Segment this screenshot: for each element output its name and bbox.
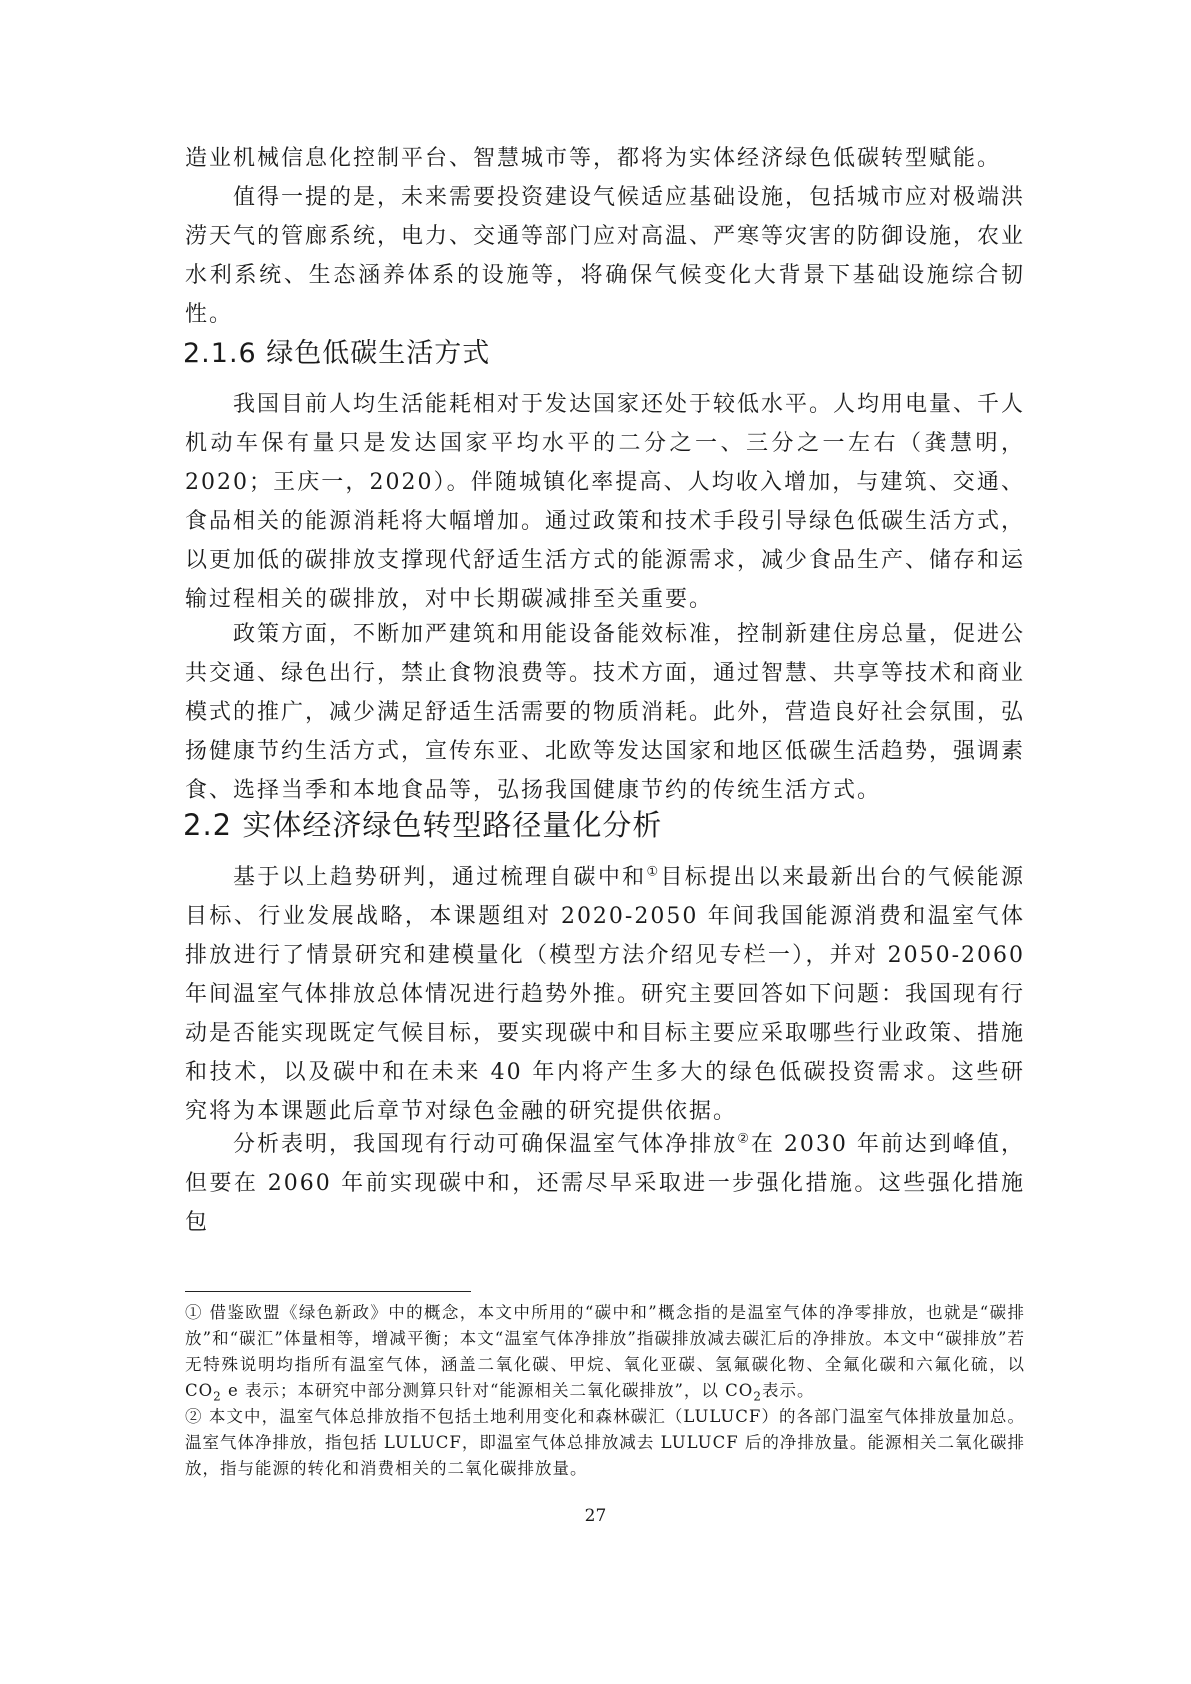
paragraph-5-part-b: 目标提出以来最新出台的气候能源目标、行业发展战略，本课题组对 2020-2050 年间我国能源消费和温室气体排放进行了情景研究和建模量化（模型方法介绍见专栏一），并对 2050-2060 年间温室气体排放总体情况进行趋势外推。研究主要回答如下问题：我国现有行动是否能实现既定气候目标，要实现碳中和目标主要应采取哪些行业政策、措施和技术，以及碳中和在未来 40 年内将产生多大的绿色低碳投资需求。这些研究将为本课题此后章节对绿色金融的研究提供依据。 [185,865,1026,1124]
footnote-1-part-a: ① 借鉴欧盟《绿色新政》中的概念，本文中所用的“碳中和”概念指的是温室气体的净零排放，也就是“碳排放”和“碳汇”体量相等，增减平衡；本文“温室气体净排放”指碳排放减去碳汇后的净排放。本文中“碳排放”若无特殊说明均指所有温室气体，涵盖二氧化碳、甲烷、氧化亚碳、氢氟碳化物、全氟化碳和六氟化硫，以 CO [185,1303,1025,1400]
paragraph-6-part-a: 分析表明，我国现有行动可确保温室气体净排放 [233,1132,738,1157]
page-number: 27 [584,1506,607,1526]
footnote-divider [185,1291,471,1292]
footnote-ref-1[interactable]: ① [646,864,661,880]
paragraph-1: 造业机械信息化控制平台、智慧城市等，都将为实体经济绿色低碳转型赋能。 [185,146,1002,171]
footnote-1-part-c: 表示。 [761,1381,815,1400]
paragraph-5 [185,858,1025,1131]
footnote-1 [185,1300,1025,1404]
footnote-1-subscript-1: 2 [213,1389,222,1404]
paragraph-4: 政策方面，不断加严建筑和用能设备能效标准，控制新建住房总量，促进公共交通、绿色出行，禁止食物浪费等。技术方面，通过智慧、共享等技术和商业模式的推广，减少满足舒适生活需要的物质消耗。此外，营造良好社会氛围，弘扬健康节约生活方式，宣传东亚、北欧等发达国家和地区低碳生活趋势，强调素食、选择当季和本地食品等，弘扬我国健康节约的传统生活方式。 [185,622,1026,803]
footnote-2: ② 本文中，温室气体总排放指不包括土地利用变化和森林碳汇（LULUCF）的各部门温室气体排放量加总。温室气体净排放，指包括 LULUCF，即温室气体总排放减去 LULUCF 后的净排放量。能源相关二氧化碳排放，指与能源的转化和消费相关的二氧化碳排放量。 [185,1407,1025,1478]
heading-2-2: 2.2 实体经济绿色转型路径量化分析 [183,808,663,842]
paragraph-2: 值得一提的是，未来需要投资建设气候适应基础设施，包括城市应对极端洪涝天气的管廊系统，电力、交通等部门应对高温、严寒等灾害的防御设施，农业水利系统、生态涵养体系的设施等，将确保气候变化大背景下基础设施综合韧性。 [185,185,1026,327]
footnote-ref-2[interactable]: ② [737,1131,751,1147]
paragraph-6-part-b: 在 2030 年前达到峰值，但要在 2060 年前实现碳中和，还需尽早采取进一步强化措施。这些强化措施包 [185,1132,1025,1235]
paragraph-5-part-a: 基于以上趋势研判，通过梳理自碳中和 [233,865,647,890]
footnote-1-part-b: e 表示；本研究中部分测算只针对“能源相关二氧化碳排放”，以 CO [221,1381,754,1400]
heading-2-1-6: 2.1.6 绿色低碳生活方式 [183,338,491,369]
paragraph-6 [185,1125,1025,1242]
paragraph-3: 我国目前人均生活能耗相对于发达国家还处于较低水平。人均用电量、千人机动车保有量只是发达国家平均水平的二分之一、三分之一左右（龚慧明，2020；王庆一，2020）。伴随城镇化率提高、人均收入增加，与建筑、交通、食品相关的能源消耗将大幅增加。通过政策和技术手段引导绿色低碳生活方式，以更加低的碳排放支撑现代舒适生活方式的能源需求，减少食品生产、储存和运输过程相关的碳排放，对中长期碳减排至关重要。 [185,392,1026,612]
footnote-1-subscript-2: 2 [753,1389,762,1404]
